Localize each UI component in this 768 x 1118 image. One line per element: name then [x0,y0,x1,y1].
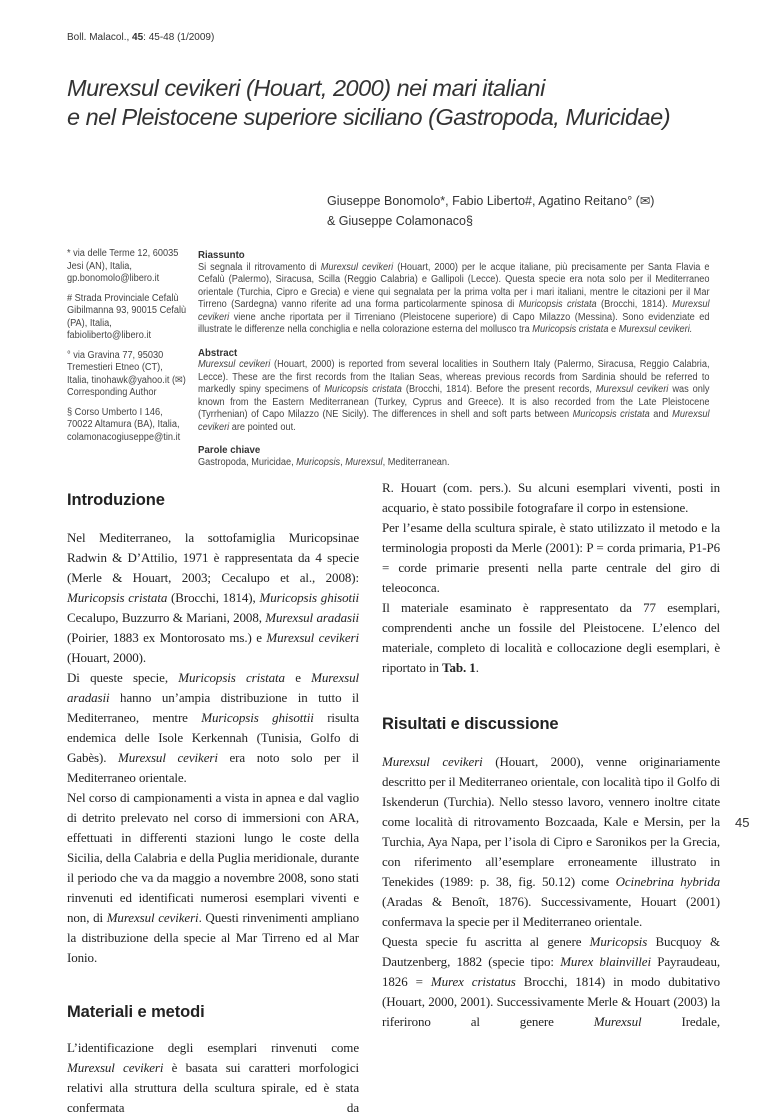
italic-text: Murex cristatus [430,974,516,989]
affiliations [67,248,187,451]
text-run: era noto solo per il Mediterraneo orientale. [67,750,359,785]
section-heading-introduzione: Introduzione [67,491,165,509]
section-heading-materiali: Materiali e metodi [67,1003,205,1021]
italic-text: Murexsul aradasii [265,610,359,625]
text-run: Bucquoy & Dautzenberg, 1882 (specie tipo: [382,934,720,969]
text-run: e nel Pleistocene superiore siciliano (Gastropoda, Muricidae) [67,104,671,130]
riassunto-heading: Riassunto [198,249,245,261]
italic-text: Murexsul cevikeri [198,359,271,370]
text-run: . [475,660,479,675]
text-run: L’identificazione degli esemplari rinvenuti come [67,1040,359,1055]
author-list [327,191,654,231]
paragraph [382,752,720,932]
journal-name: Boll. Malacol., [67,32,133,43]
text-run: was only known from the Eastern Mediterranean (Turkey, Cyprus and Greece). It is also recorded from the Late Pleistocene (Tyrrhenian) of Capo Milazzo (NE Sicily). The differences in shell and soft parts between [198,384,710,420]
text-run: Brocchi, 1814) in modo dubitativo (Houart, 2000, 2001). Successivamente Merle & Houart (2003) la riferirono al genere [382,974,720,1029]
paragraph [382,598,720,678]
text-run: (Houart, 2000). [67,650,147,665]
journal-citation [67,32,214,43]
italic-text: Muricopsis cristata [324,384,402,395]
italic-text: Muricopsis ghisotii [259,590,360,605]
text-run: viene anche riportata per il Tirreniano (Pleistocene superiore) di Capo Milazzo (Messina). Sono evidenziate ed illustrate le differenze nella conchiglia e nella colorazione esterna del mollusco tra [198,311,710,335]
text-run: (Brocchi, 1814), [167,590,260,605]
paragraph [67,528,359,668]
italic-text: Muricopsis cristata [178,670,285,685]
riassunto-text [198,262,710,337]
paragraph [382,932,720,1032]
italic-text: Muricopsis [589,934,648,949]
abstract-heading: Abstract [198,346,238,359]
authors-line-1: Giuseppe Bonomolo*, Fabio Liberto#, Agatino Reitano° (✉) [327,194,655,208]
italic-text: Murexsul cevikeri [67,1060,164,1075]
article-title [67,74,767,132]
paragraph [67,668,359,788]
text-run: e [608,324,619,335]
italic-text: Murexsul cevikeri [198,409,710,433]
journal-pages: : 45-48 (1/2009) [143,32,215,43]
text-run: Nel Mediterraneo, la sottofamiglia Muricopsinae Radwin & D’Attilio, 1971 è rappresentata da 4 specie (Merle & Houart, 2003; Cecalupo et al., 2008): [67,530,359,585]
section-heading-risultati: Risultati e discussione [382,715,559,733]
text-run: Cecalupo, Buzzurro & Mariani, 2008, [67,610,266,625]
italic-text: Murexsul [593,1014,642,1029]
text-run: Payraudeau, 1826 = [382,954,720,989]
text-run: Iredale, [641,1014,720,1029]
page-number: 45 [735,815,750,830]
text-run: Di queste specie, [67,670,179,685]
text-run: , [340,456,346,468]
abstract-text [198,359,710,434]
affiliation: * via delle Terme 12, 60035 Jesi (AN), Italia, gp.bonomolo@libero.it [67,248,179,284]
journal-volume: 45 [132,32,144,43]
italic-text: Murexsul cevikeri [266,630,359,645]
affiliation: § Corso Umberto I 146, 70022 Altamura (BA), Italia, colamonacogiuseppe@tin.it [67,406,181,443]
italic-text: Murexsul cevikeri [595,384,669,395]
text-run: e [284,670,312,685]
summary-block [198,249,710,469]
text-run: Il materiale esaminato è rappresentato da 77 esemplari, comprendenti anche un fossile del Pleistocene. L’elenco del materiale, completo di località e collocazione degli esemplari, è riportato in [382,600,720,675]
text-run: (Brocchi, 1814). [596,299,673,310]
text-run: Si segnala il ritrovamento di [198,261,321,273]
affiliation: ° via Gravina 77, 95030 Tremestieri Etneo (CT), Italia, tinohawk@yahoo.it (✉) Corresponding Author [67,349,186,398]
text-run: (Houart, 2000), venne originariamente descritto per il Mediterraneo orientale, con località tipo il Golfo di Iskenderun (Turchia). Nello stesso lavoro, vennero inoltre citate come località di ritrovamento Bozcaada, Kale e Mersin, per la Turchia, Aya Napa, per l’isola di Cipro e Saronikos per la Grecia, con riferimento all’esemplare erroneamente illustrato in Tenekides (1989: p. 38, fig. 50.12) come [382,754,720,889]
text-run: (Aradas & Benoît, 1876). Successivamente, Houart (2001) confermava la specie per il Mediterraneo orientale. [382,894,720,929]
italic-text: Muricopsis cristata [67,590,168,605]
text-run: risulta endemica delle Isole Kerkennah (Tunisia, Golfo di Gabès). [67,710,359,765]
paragraph [382,478,720,518]
italic-text: Murexsul cevikeri [118,750,218,765]
keywords-text [198,457,710,470]
italic-text: Murex blainvillei [560,954,651,969]
left-column [67,490,359,1118]
italic-text: Muricopsis cristata [518,299,597,310]
text-run: (Houart, 2000) per le acque italiane, più precisamente per Santa Flavia e Cefalù (Palermo), Siracusa, Scilla (Reggio Calabria) e Gallipoli (Lecce). Questa specie era nota solo per il Mediterraneo orientale (Turchia, Cipro e Grecia) e viene qui segnalata per la prima volta per i mari italiani, mentre le citazioni per il Mar Tirreno (Sardegna) vanno riferite ad una forma particolarmente spinosa di [198,261,710,310]
bold-text: Tab. 1 [442,660,476,675]
title-line-2 [67,103,767,132]
keywords-heading: Parole chiave [198,444,261,456]
right-column [382,478,720,1032]
affiliation: # Strada Provinciale Cefalù Gibilmanna 93, 90015 Cefalù (PA), Italia, fabioliberto@libero.it [67,292,187,341]
italic-text: Murexsul cevikeri [320,261,394,273]
text-run: Per l’esame della scultura spirale, è stato utilizzato il metodo e la terminologia proposti da Merle (2001): P = corda primaria, P1-P6 = corde primarie presenti nella parte centrale del giro di teleoconca. [382,520,720,595]
italic-text: Muricopsis ghisottii [201,710,314,725]
text-run: are pointed out. [229,421,296,433]
text-run: . Questi rinvenimenti ampliano la distribuzione della specie al Mar Tirreno ed al Mar Ionio. [67,910,359,965]
italic-text: Murexsul [345,456,383,468]
italic-text: Muricopsis cristata [572,409,650,420]
text-run: è basata sui caratteri morfologici relativi alla struttura della scultura spirale, ed è stata confermata da [67,1060,359,1115]
text-run: Gastropoda, Muricidae, [198,456,297,468]
text-run: (Poirier, 1883 ex Montorosato ms.) e [67,630,267,645]
text-run: (Houart, 2000) nei mari italiani [240,75,545,101]
paragraph [67,788,359,968]
paragraph [382,518,720,598]
text-run: and [649,409,673,420]
text-run: (Brocchi, 1814). Before the present records, [401,384,596,395]
italic-text: Ocinebrina hybrida [615,874,720,889]
italic-text: Murexsul cevikeri [106,910,199,925]
italic-text: Murexsul cevikeri. [618,324,693,335]
text-run: hanno un’ampia distribuzione in tutto il Mediterraneo, mentre [67,690,359,725]
italic-text: Muricopsis [296,456,341,468]
italic-text: Murexsul cevikeri [198,299,710,323]
italic-text: Murexsul aradasii [67,670,359,705]
italic-text: Murexsul cevikeri [67,75,241,101]
italic-text: Muricopsis cristata [532,324,609,335]
paragraph [67,1038,359,1118]
text-run: Nel corso di campionamenti a vista in apnea e dal vaglio di detrito prelevato nel corso di immersioni con ARA, effettuati in differenti stazioni lungo le coste della Sicilia, della Calabria e della Puglia meridionale, durante il periodo che va da maggio a novembre 2008, sono stati rinvenuti ed identificati numerosi esemplari viventi e non, di [67,790,359,925]
text-run: , Mediterranean. [382,456,450,468]
text-run: (Houart, 2000) is reported from several localities in Southern Italy (Palermo, Siracusa, Reggio Calabria, Lecce). These are the first records from the Italian Seas, whereas previous records from Sardinia should be referred to markedly spiny specimens of [198,359,710,395]
authors-line-2: & Giuseppe Colamonaco§ [327,214,473,228]
text-run: Questa specie fu ascritta al genere [382,934,590,949]
italic-text: Murexsul cevikeri [382,754,483,769]
text-run: R. Houart (com. pers.). Su alcuni esemplari viventi, posti in acquario, è stato possibile fotografare il corpo in estensione. [382,480,720,515]
title-line-1 [67,74,767,103]
